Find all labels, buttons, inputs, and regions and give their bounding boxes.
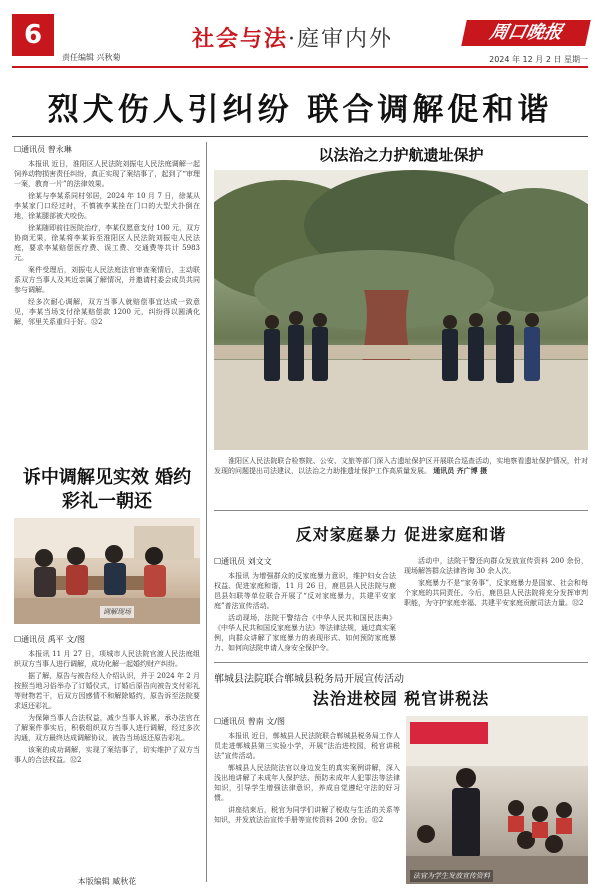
left-story-2-paragraph: 该案的成功调解，实现了案结事了，切实维护了双方当事人的合法权益。㉜2 [14,746,200,764]
column-title-red: 社会与法 [192,26,289,52]
domestic-violence-paragraph: 活动中，法院干警还向群众发放宣传资料 200 余份，现场解答群众法律咨询 30 余人次。 [404,557,588,575]
domestic-violence-headline: 反对家庭暴力 促进家庭和谐 [295,525,507,544]
school-paragraph: 讲座结束后，税官为同学们讲解了税收与生活的关系等知识，并发放法治宣传手册等宣传资料 200 余份。㉜2 [214,806,400,824]
heritage-caption-text: 淮阳区人民法院联合检察院、公安、文旅等部门深入古遗址保护区开展联合巡查活动，实地察看遗址保护情况，针对发现的问题提出司法建议，以法治之力助推遗址保护工作高质量发展。 [214,457,588,475]
school-headline: 法治进校园 税官讲税法 [312,689,490,708]
left-story-byline: ☐通讯员 曾永琳 [14,145,72,154]
heritage-caption-credit: 通讯员 齐广博 摄 [433,466,488,475]
left-story [14,144,200,458]
domestic-violence-paragraph: 活动现场，法院干警结合《中华人民共和国民法典》《中华人民共和国反家庭暴力法》等法律法规，通过真实案例，向群众讲解了家庭暴力的表现形式、如何预防家庭暴力、如何向法院申请人身安全保护令。 [214,614,396,652]
page-editor: 本版编辑 臧秋花 [77,877,137,886]
mediation-photo-caption: 调解现场 [100,606,134,618]
left-story-2-paragraph: 本报讯 11 月 27 日，项城市人民法院官渡人民法庭组织双方当事人进行调解，成功化解一起婚约财产纠纷。 [14,650,200,668]
left-story-paragraph: 徐某与李某系同村邻居，2024 年 10 月 7 日，徐某从李某家门口经过时，不慎被李某拴在门口的大型犬扑倒在地，徐某腿部被犬咬伤。 [14,192,200,220]
school-paragraph: 本报讯 近日，郸城县人民法院联合郸城县税务局工作人员走进郸城县第三实验小学，开展“法治进校园，税官讲税法”宣传活动。 [214,732,400,760]
left-story-2-paragraph: 据了解，原告与被告经人介绍认识，并于 2024 年 2 月按照当地习俗举办了订婚仪式，订婚后原告向被告支付彩礼等财物若干，后双方因感情不和解除婚约，原告诉至法院要求返还彩礼。 [14,672,200,710]
school-photo-illustration [406,716,588,884]
heritage-photo-illustration [214,170,588,450]
heritage-site-photo [214,170,588,450]
school-byline: ☐通讯员 曾南 文/图 [214,717,285,726]
main-headline: 烈犬伤人引纠纷 联合调解促和谐 [47,92,553,128]
school-kicker: 郸城县法院联合郸城县税务局开展宣传活动 [214,674,404,685]
left-story-2 [14,634,200,884]
column-title-sep: · [288,27,298,52]
domestic-violence-paragraph: 本报讯 为增强群众的反家庭暴力意识，维护妇女合法权益、促进家庭和谐，11 月 26 日，鹿邑县人民法院与鹿邑县妇联等单位联合开展了“反对家庭暴力，共建平安家庭”普法宣传活动。 [214,572,396,610]
section-rule [214,662,588,663]
sub-headline: 诉中调解见实效 婚约彩礼一朝还 [22,467,192,512]
headline-rule [12,136,588,137]
heritage-photo-caption [214,456,588,476]
domestic-violence-byline: ☐通讯员 刘文文 [214,557,272,566]
school-photo [406,716,588,884]
column-divider [206,142,207,882]
left-story-paragraph: 案件受理后，刘振屯人民法庭法官审查案情后，主动联系双方当事人及其近亲属了解情况，并邀请村委会成员共同参与调解。 [14,266,200,294]
left-story-paragraph: 本报讯 近日，淮阳区人民法院刘振屯人民法庭调解一起饲养动物损害责任纠纷，真正实现了案结事了，起到了“审理一案，教育一片”的法律效果。 [14,160,200,188]
left-story-paragraph: 经多次耐心调解，双方当事人就赔偿事宜达成一致意见，李某当场支付徐某赔偿款 1200 元，纠纷得以圆满化解，邻里关系重归于好。㉜2 [14,298,200,326]
page-number: 6 [12,14,54,56]
date-line: 2024 年 12 月 2 日 星期一 [489,55,588,64]
domestic-violence-paragraph: 家庭暴力不是“家务事”，反家庭暴力是国家、社会和每个家庭的共同责任。今后，鹿邑县人民法院将充分发挥审判职能，为守护家庭幸福、共建平安家庭贡献司法力量。㉜2 [404,579,588,607]
domestic-violence-column-b [404,556,588,656]
domestic-violence-column-a [214,556,396,656]
editors-line: 责任编辑 兴秋菊 [62,53,121,62]
masthead-rule [12,66,588,68]
school-paragraph: 郸城县人民法院法官以身边发生的真实案例讲解，深入浅出地讲解了未成年人保护法、预防未成年人犯罪法等法律知识，引导学生增强法律意识，养成自觉遵纪守法的好习惯。 [214,764,400,802]
heritage-headline: 以法治之力护航遗址保护 [318,146,484,164]
left-story-2-paragraph: 为保障当事人合法权益，减少当事人诉累，承办法官在了解案件事实后，积极组织双方当事人进行调解，经过多次沟通，双方最终达成调解协议，被告当场返还原告彩礼。 [14,714,200,742]
school-photo-caption: 法官为学生发放宣传资料 [410,870,493,882]
left-story-paragraph: 徐某随即前往医院治疗，李某仅愿意支付 100 元，双方协商无果，徐某将李某诉至淮阳区人民法院刘振屯人民法庭，要求李某赔偿医疗费、误工费、交通费等共计 5983 元。 [14,224,200,262]
school-article [214,716,400,886]
paper-name-logo: 周口晚报 [461,20,591,46]
column-title-black: 庭审内外 [297,27,394,52]
left-story-2-byline: ☐通讯员 禹平 文/图 [14,635,85,644]
masthead [12,14,588,74]
section-rule [214,510,588,511]
column-title [192,22,393,53]
